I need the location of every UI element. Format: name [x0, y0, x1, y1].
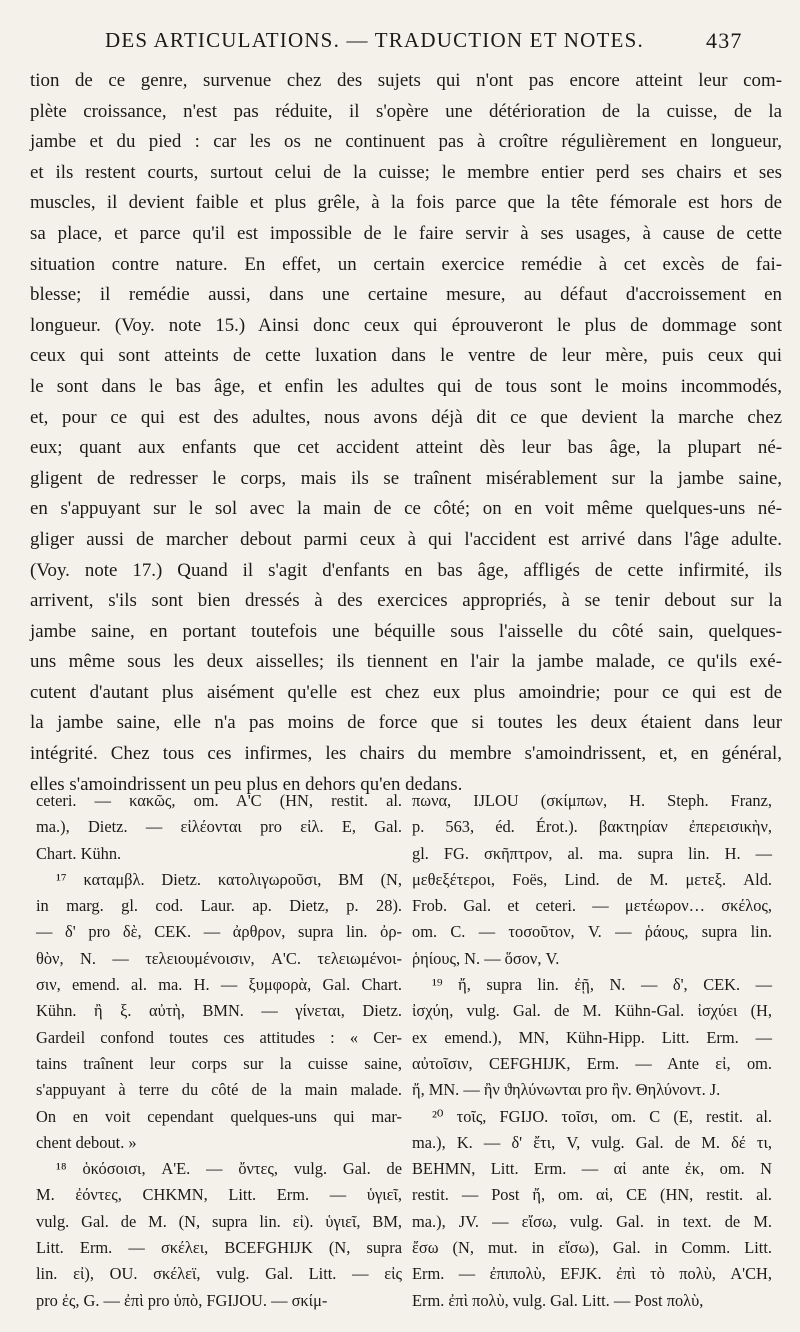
footnote-line: BEHMN, Litt. Erm. — αἱ ante ἐκ, om. N: [412, 1159, 772, 1179]
footnote-line: πωνα, IJLOU (σκίμπων, H. Steph. Franz,: [412, 791, 772, 810]
text-line: muscles, il devient faible et plus grêle, à la fois parce que la tête fémorale est hors de: [30, 192, 782, 214]
footnote-line: On en voit cependant quelques-uns qui mar-: [36, 1106, 402, 1126]
text-line: sa place, et parce qu'il est impossible de le faire servir à ses usages, à cause de cette: [30, 222, 782, 244]
footnote-line: ¹⁸ ὁκόσοισι, A'E. — ὄντες, vulg. Gal. de: [56, 1159, 402, 1179]
page-header: [0, 28, 800, 60]
footnote-line: Kühn. ἢ ξ. αὐτὴ, BMN. — γίνεται, Dietz.: [36, 1001, 402, 1021]
text-line: en s'appuyant sur le sol avec la main de ce côté; on en voit même quelques-uns né-: [30, 498, 782, 520]
footnote-line: θὸν, N. — τελειουμένοισιν, A'C. τελειωμένοι-: [36, 948, 402, 968]
footnote-line: ma.), JV. — εἴσω, vulg. Gal. in text. de M.: [412, 1211, 772, 1231]
footnote-line: ²⁰ τοῖς, FGIJO. τοῖσι, om. C (E, restit. al.: [432, 1106, 772, 1126]
footnote-line: ῥηίους, N. — ὅσον, V.: [412, 948, 560, 968]
footnote-line: αὐτοῖσιν, CEFGHIJK, Erm. — Ante εἰ, om.: [412, 1053, 772, 1073]
footnote-line: Erm. — ἐπιπολὺ, EFJK. ἐπὶ τὸ πολὺ, A'CH,: [412, 1264, 772, 1284]
text-line: la jambe saine, elle n'a pas moins de force que si toutes les deux étaient dans leur: [30, 712, 782, 734]
text-line: (Voy. note 17.) Quand il s'agit d'enfants en bas âge, affligés de cette infirmité, ils: [30, 559, 782, 581]
footnote-line: σιν, emend. al. ma. H. — ξυμφορὰ, Gal. Chart.: [36, 975, 402, 995]
footnote-line: pro ἐς, G. — ἐπὶ pro ὑπὸ, FGIJOU. — σκίμ-: [36, 1290, 328, 1310]
footnote-line: M. ἐόντες, CHKMN, Litt. Erm. — ὑγιεῖ,: [36, 1185, 402, 1205]
footnote-line: ἤ, MN. — ἢν ϑηλύνωνται pro ἢν. Θηλύνοντ. J.: [412, 1080, 721, 1100]
running-title: DES ARTICULATIONS. — TRADUCTION ET NOTES.: [105, 28, 644, 52]
text-line: jambe et du pied : car les os ne continuent pas à croître régulièrement en longueur,: [30, 131, 782, 153]
text-line: blesse; il remédie aussi, dans une certaine mesure, au défaut d'accroissement en: [30, 284, 782, 306]
footnote-line: μεθεξέτεροι, Foës, Lind. de M. μετεξ. Ald.: [412, 869, 772, 889]
text-line: tion de ce genre, survenue chez des sujets qui n'ont pas encore atteint leur com-: [30, 70, 782, 91]
footnote-line: tains traînent leur corps sur la cuisse saine,: [36, 1053, 402, 1073]
page-number: 437: [706, 28, 743, 53]
text-line: cutent d'autant plus aisément qu'elle est chez eux plus amoindrie; pour ce qui est de: [30, 681, 782, 703]
footnote-line: ἰσχύη, vulg. Gal. de M. Kühn-Gal. ἰσχύει (H,: [412, 1001, 772, 1021]
footnote-line: — δ' pro δὲ, CEK. — ἀρθρον, supra lin. ὀρ-: [36, 922, 402, 942]
footnote-line: in marg. gl. cod. Laur. ap. Dietz, p. 28).: [36, 896, 402, 916]
footnote-line: ἔσω (N, mut. in εἴσω), Gal. in Comm. Litt.: [412, 1238, 772, 1258]
footnote-line: Frob. Gal. et ceteri. — μετέωρον… σκέλος,: [412, 896, 772, 916]
text-line: elles s'amoindrissent un peu plus en dehors qu'en dedans.: [30, 773, 463, 795]
footnote-line: om. C. — τοσοῦτον, V. — ῥάους, supra lin.: [412, 922, 772, 942]
footnotes-right-column: [412, 788, 772, 1314]
text-line: intégrité. Chez tous ces infirmes, les chairs du membre s'amoindrissent, et, en général,: [30, 743, 782, 765]
footnote-line: restit. — Post ἤ, om. αἱ, CE (HN, restit. al.: [412, 1185, 772, 1205]
text-line: et ils restent courts, surtout celui de la cuisse; le membre entier perd ses chairs et ses: [30, 161, 782, 183]
text-line: uns même sous les deux aisselles; ils tiennent en l'air la jambe malade, ce qu'ils exé-: [30, 651, 782, 673]
footnote-line: p. 563, éd. Érot.). βακτηρίαν ἐπερεισικὴν,: [412, 817, 772, 837]
footnote-line: ¹⁷ καταμβλ. Dietz. κατολιγωροῦσι, BM (N,: [56, 869, 402, 889]
text-line: situation contre nature. En effet, un certain exercice remédie à cet excès de fai-: [30, 253, 782, 275]
footnote-line: ceteri. — κακῶς, om. A'C (HN, restit. al.: [36, 791, 402, 810]
text-line: le sont dans le bas âge, et enfin les adultes qui de tous sont le moins incommodés,: [30, 375, 782, 397]
text-line: eux; quant aux enfants que cet accident atteint dès leur bas âge, la plupart né-: [30, 437, 782, 459]
footnotes-left-column: [36, 788, 402, 1314]
text-line: longueur. (Voy. note 15.) Ainsi donc ceux qui éprouveront le plus de dommage sont: [30, 314, 782, 336]
footnote-line: s'appuyant à terre du côté de la main malade.: [36, 1080, 402, 1100]
footnote-line: Chart. Kühn.: [36, 843, 122, 863]
main-text: [30, 66, 782, 800]
text-line: jambe saine, en portant toutefois une béquille sous l'aisselle du côté sain, quelques-: [30, 620, 782, 642]
footnote-line: Erm. ἐπὶ πολὺ, vulg. Gal. Litt. — Post πολὺ,: [412, 1290, 704, 1310]
text-line: et, pour ce qui est des adultes, nous avons déjà dit ce que devient la marche chez: [30, 406, 782, 428]
footnote-line: ma.), Dietz. — εἰλέονται pro εἰλ. E, Gal.: [36, 817, 402, 837]
footnote-line: ex emend.), MN, Kühn-Hipp. Litt. Erm. —: [412, 1027, 772, 1047]
footnote-line: vulg. Gal. de M. (N, supra lin. εἰ). ὑγιεῖ, BM,: [36, 1211, 402, 1231]
text-line: arrivent, s'ils sont bien dressés à des exercices appropriés, à se tenir debout sur la: [30, 590, 782, 612]
footnote-line: gl. FG. σκῆπτρον, al. ma. supra lin. H. —: [412, 843, 772, 863]
text-line: plète croissance, n'est pas réduite, il s'opère une détérioration de la cuisse, de la: [30, 100, 782, 122]
text-line: gliger aussi de marcher debout parmi ceux à qui l'accident est arrivé dans l'âge adulte.: [30, 528, 782, 550]
footnote-line: chent debout. »: [36, 1132, 137, 1152]
text-line: ceux qui sont atteints de cette luxation dans le ventre de leur mère, puis ceux qui: [30, 345, 782, 367]
footnote-line: ma.), K. — δ' ἔτι, V, vulg. Gal. de M. δέ τι,: [412, 1132, 772, 1152]
footnote-line: ¹⁹ ἤ, supra lin. ἐῇ, N. — δ', CEK. —: [432, 975, 772, 995]
footnote-line: Gardeil confond toutes ces attitudes : « Cer-: [36, 1027, 402, 1047]
footnote-line: Litt. Erm. — σκέλει, BCEFGHIJK (N, supra: [36, 1238, 402, 1258]
text-line: gligent de redresser le corps, mais ils se traînent misérablement sur la jambe saine,: [30, 467, 782, 489]
footnote-line: lin. εἰ), OU. σκέλεϊ, vulg. Gal. Litt. — εἰς: [36, 1264, 402, 1284]
